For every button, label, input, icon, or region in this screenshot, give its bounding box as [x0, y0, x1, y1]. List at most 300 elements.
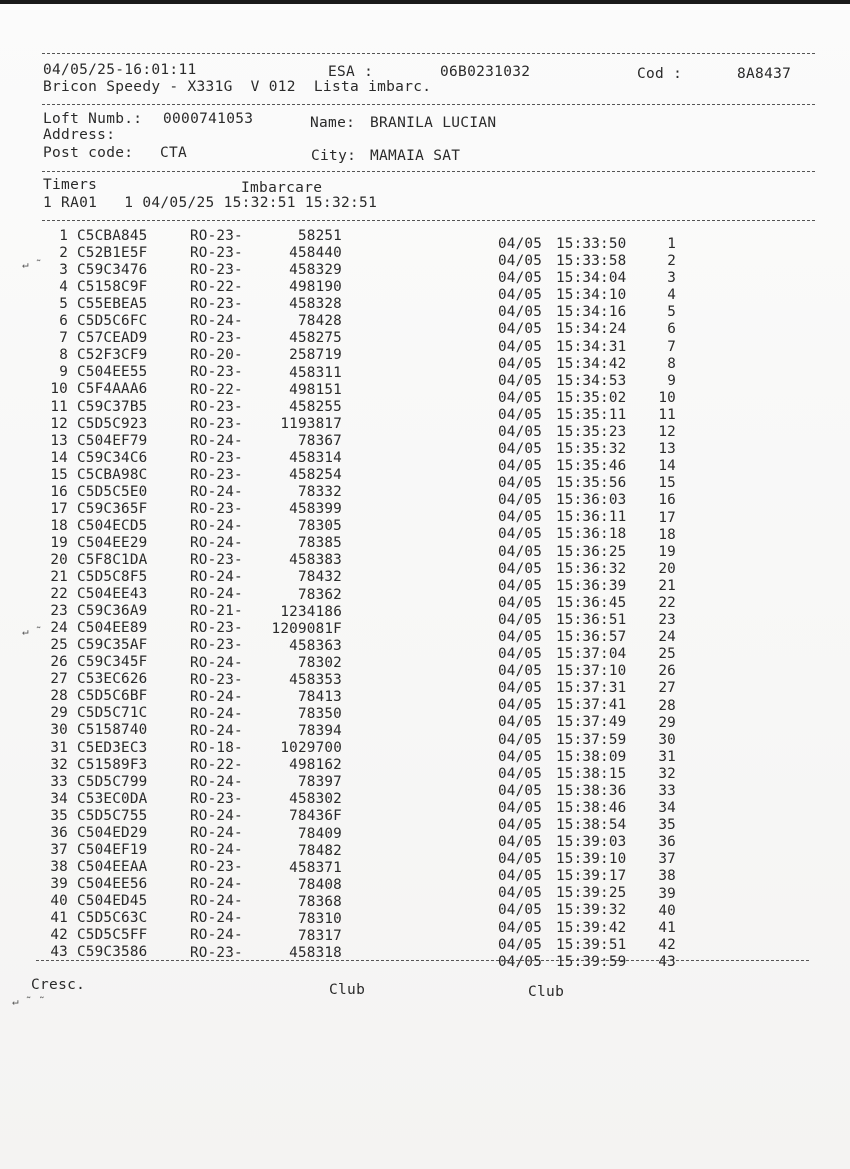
arrival-position: 2	[667, 253, 676, 270]
arrival-date: 04/05	[498, 389, 543, 406]
ring-chip-code: C5D5C5FF	[77, 927, 148, 944]
ring-chip-code: C5F4AAA6	[77, 381, 148, 398]
ring-prefix: RO-23-	[190, 552, 243, 569]
table-row	[0, 944, 850, 970]
row-index: 8	[59, 347, 68, 364]
arrival-date: 04/05	[498, 919, 543, 936]
row-index: 29	[50, 705, 68, 722]
ring-prefix: RO-24-	[190, 842, 243, 859]
row-index: 31	[50, 739, 68, 756]
arrival-time: 15:35:32	[556, 441, 627, 458]
arrival-date: 04/05	[498, 594, 543, 611]
arrival-position: 43	[658, 953, 676, 970]
scan-mark: ↵ ˜ ˜	[12, 995, 46, 1008]
ring-chip-code: C5D5C6FC	[77, 313, 148, 330]
ring-chip-code: C5ED3EC3	[77, 739, 148, 756]
arrival-position: 6	[667, 321, 676, 338]
arrival-time: 15:34:10	[556, 287, 627, 304]
arrival-position: 10	[658, 389, 676, 406]
arrival-date: 04/05	[498, 834, 543, 851]
row-index: 15	[50, 466, 68, 483]
table-row	[0, 228, 850, 252]
ring-chip-code: C5D5C8F5	[77, 569, 148, 585]
ring-prefix: RO-23-	[190, 415, 243, 432]
arrival-date: 04/05	[498, 355, 543, 372]
arrival-time: 15:34:24	[556, 321, 627, 338]
arrival-time: 15:34:04	[556, 270, 627, 287]
divider-top	[42, 53, 815, 54]
row-index: 11	[50, 398, 68, 415]
ring-prefix: RO-24-	[190, 808, 243, 825]
arrival-time: 15:37:04	[556, 646, 627, 663]
ring-number: 1193817	[280, 415, 342, 432]
row-index: 7	[59, 330, 68, 347]
arrival-time: 15:36:39	[556, 577, 627, 594]
arrival-position: 36	[658, 834, 676, 851]
arrival-date: 04/05	[498, 475, 543, 492]
row-index: 2	[59, 245, 68, 262]
arrival-date: 04/05	[498, 543, 543, 560]
row-index: 10	[50, 381, 68, 398]
row-index: 27	[50, 671, 68, 688]
arrival-date: 04/05	[498, 321, 543, 338]
arrival-position: 15	[658, 475, 676, 492]
arrival-time: 15:36:57	[556, 629, 627, 646]
arrival-date: 04/05	[498, 680, 543, 697]
ring-chip-code: C504EE89	[77, 620, 148, 637]
arrival-position: 20	[658, 560, 676, 577]
arrival-date: 04/05	[498, 697, 543, 714]
scan-mark: ↵ ˜	[22, 258, 42, 271]
arrival-position: 33	[658, 783, 676, 799]
ring-prefix: RO-24-	[190, 722, 243, 739]
arrival-time: 15:39:59	[556, 953, 627, 970]
arrival-date: 04/05	[498, 236, 543, 252]
ring-chip-code: C5158C9F	[77, 279, 148, 296]
arrival-position: 3	[667, 270, 676, 287]
arrival-time: 15:34:16	[556, 304, 627, 321]
arrival-time: 15:36:18	[556, 526, 627, 543]
ring-prefix: RO-23-	[190, 398, 243, 415]
table-row	[0, 586, 850, 611]
table-row	[0, 364, 850, 389]
ring-prefix: RO-24-	[190, 535, 243, 552]
ring-prefix: RO-24-	[190, 773, 243, 790]
arrival-position: 24	[658, 629, 676, 646]
table-row	[0, 296, 850, 321]
arrival-position: 12	[658, 424, 676, 441]
ring-number: 78332	[297, 484, 342, 501]
ring-number: 78408	[297, 876, 342, 893]
row-index: 23	[50, 603, 68, 620]
arrival-date: 04/05	[498, 253, 543, 270]
ring-chip-code: C5D5C755	[77, 807, 148, 824]
row-index: 6	[59, 313, 68, 330]
row-index: 22	[50, 586, 68, 603]
owner-name: BRANILA LUCIAN	[370, 115, 497, 131]
arrival-position: 22	[658, 594, 676, 611]
row-index: 13	[50, 432, 68, 449]
ring-chip-code: C59C365F	[77, 500, 148, 517]
ring-prefix: RO-24-	[190, 705, 243, 722]
arrival-time: 15:39:10	[556, 851, 627, 868]
ring-number: 458311	[289, 364, 342, 381]
arrival-time: 15:34:42	[556, 355, 627, 372]
table-row	[0, 279, 850, 304]
arrival-time: 15:36:51	[556, 611, 627, 628]
arrival-time: 15:38:36	[556, 782, 627, 799]
arrival-date: 04/05	[498, 560, 543, 577]
ring-prefix: RO-24-	[190, 910, 243, 927]
row-index: 12	[50, 415, 68, 432]
ring-number: 458314	[289, 449, 342, 466]
ring-chip-code: C504EE56	[77, 875, 148, 892]
ring-chip-code: C504EF19	[77, 841, 148, 858]
ring-prefix: RO-24-	[190, 518, 243, 535]
arrival-time: 15:36:11	[556, 509, 627, 526]
ring-number: 78368	[297, 893, 342, 910]
row-index: 25	[50, 637, 68, 654]
ring-chip-code: C5D5C923	[77, 415, 148, 432]
arrival-date: 04/05	[498, 748, 543, 765]
arrival-time: 15:39:17	[556, 868, 627, 885]
ring-chip-code: C504EEAA	[77, 858, 148, 875]
arrival-position: 7	[667, 338, 676, 355]
arrival-time: 15:35:02	[556, 389, 627, 406]
ring-chip-code: C52F3CF9	[77, 347, 148, 364]
arrival-date: 04/05	[498, 902, 543, 919]
arrival-time: 15:37:10	[556, 663, 627, 680]
arrival-date: 04/05	[498, 372, 543, 389]
ring-prefix: RO-23-	[190, 859, 243, 876]
ring-prefix: RO-23-	[190, 791, 243, 807]
arrival-position: 29	[658, 714, 676, 731]
arrival-time: 15:35:23	[556, 423, 627, 440]
ring-number: 78394	[297, 723, 342, 740]
arrival-position: 16	[658, 492, 676, 509]
arrival-time: 15:36:45	[556, 594, 627, 611]
ring-prefix: RO-23-	[190, 637, 243, 654]
ring-prefix: RO-24-	[190, 688, 243, 705]
loft-number: 0000741053	[163, 111, 254, 127]
ring-prefix: RO-23-	[190, 296, 243, 313]
postcode-value: CTA	[160, 145, 188, 161]
ring-number: 458353	[289, 671, 342, 688]
arrival-position: 14	[658, 458, 676, 475]
table-row	[0, 330, 850, 355]
row-index: 3	[59, 262, 68, 279]
arrival-time: 15:36:25	[556, 543, 627, 560]
ring-prefix: RO-23-	[190, 944, 243, 961]
row-index: 36	[50, 824, 68, 841]
arrival-time: 15:37:59	[556, 731, 627, 748]
ring-prefix: RO-24-	[190, 432, 243, 449]
arrival-date: 04/05	[498, 492, 543, 509]
ring-number: 498190	[289, 279, 342, 296]
print-datetime: 04/05/25-16:01:11	[43, 62, 197, 78]
arrival-date: 04/05	[498, 936, 543, 953]
ring-number: 458329	[289, 262, 342, 279]
ring-number: 78367	[297, 432, 342, 449]
arrival-time: 15:34:53	[556, 372, 627, 389]
arrival-position: 9	[667, 372, 676, 389]
cresc-label: Cresc.	[31, 977, 86, 993]
ring-chip-code: C504EE43	[77, 586, 148, 603]
row-index: 38	[50, 858, 68, 875]
ring-prefix: RO-23-	[190, 262, 243, 279]
ring-chip-code: C51589F3	[77, 756, 148, 773]
ring-number: 78350	[297, 706, 342, 722]
arrival-date: 04/05	[498, 270, 543, 287]
divider-header	[42, 104, 815, 105]
ring-chip-code: C5CBA98C	[77, 466, 148, 483]
address-label: Address:	[43, 127, 116, 143]
row-index: 33	[50, 773, 68, 790]
divider-owner	[42, 171, 815, 172]
ring-chip-code: C504ED29	[77, 824, 148, 841]
arrival-date: 04/05	[498, 526, 543, 543]
row-index: 40	[50, 892, 68, 909]
arrival-position: 17	[658, 509, 676, 526]
arrival-position: 32	[658, 765, 676, 782]
city-value: MAMAIA SAT	[370, 148, 461, 164]
row-index: 41	[50, 910, 68, 926]
arrival-date: 04/05	[498, 406, 543, 423]
row-index: 42	[50, 927, 68, 944]
arrival-date: 04/05	[498, 765, 543, 782]
ring-chip-code: C59C36A9	[77, 603, 148, 620]
ring-prefix: RO-24-	[190, 586, 243, 603]
timer-line: 1 RA01 1 04/05/25 15:32:51 15:32:51	[43, 195, 378, 211]
ring-chip-code: C5D5C799	[77, 773, 148, 790]
ring-number: 78310	[297, 910, 342, 927]
ring-prefix: RO-24-	[190, 927, 243, 944]
ring-prefix: RO-23-	[190, 466, 243, 483]
table-row	[0, 569, 850, 594]
arrival-position: 40	[658, 902, 676, 919]
ring-number: 58251	[297, 228, 342, 244]
arrival-position: 19	[658, 543, 676, 560]
arrival-position: 30	[658, 731, 676, 748]
ring-prefix: RO-23-	[190, 330, 243, 347]
ring-number: 458440	[289, 245, 342, 262]
ring-chip-code: C57CEAD9	[77, 330, 148, 347]
row-index: 5	[59, 296, 68, 313]
arrival-position: 37	[658, 851, 676, 868]
imbarcare-label: Imbarcare	[241, 180, 323, 196]
scan-mark: ↵ ˜	[22, 625, 42, 638]
ring-number: 78317	[297, 927, 342, 944]
arrival-time: 15:39:51	[556, 936, 627, 953]
row-index: 37	[50, 841, 68, 858]
arrival-date: 04/05	[498, 714, 543, 731]
row-index: 34	[50, 790, 68, 807]
arrival-time: 15:39:42	[556, 919, 627, 936]
timers-label: Timers	[43, 177, 98, 193]
device-line: Bricon Speedy - X331G V 012 Lista imbarc.	[43, 79, 432, 95]
ring-number: 458328	[289, 296, 342, 313]
row-index: 30	[50, 722, 68, 739]
arrival-position: 39	[658, 885, 676, 902]
arrival-date: 04/05	[498, 851, 543, 868]
arrival-time: 15:39:03	[556, 834, 627, 851]
arrival-time: 15:38:46	[556, 799, 627, 816]
arrival-date: 04/05	[498, 458, 543, 475]
ring-number: 1234186	[280, 603, 342, 620]
ring-number: 1209081F	[271, 620, 342, 637]
arrival-time: 15:39:25	[556, 885, 627, 902]
ring-chip-code: C504EF79	[77, 432, 148, 449]
row-index: 26	[50, 654, 68, 671]
ring-number: 498162	[289, 757, 342, 774]
ring-chip-code: C5158740	[77, 722, 148, 739]
arrival-date: 04/05	[498, 663, 543, 680]
arrival-date: 04/05	[498, 629, 543, 646]
row-index: 16	[50, 483, 68, 500]
ring-chip-code: C52B1E5F	[77, 245, 148, 262]
postcode-label: Post code:	[43, 145, 134, 161]
ring-chip-code: C59C37B5	[77, 398, 148, 415]
arrival-time: 15:35:46	[556, 458, 627, 475]
ring-number: 458318	[289, 945, 342, 962]
ring-number: 458275	[289, 330, 342, 347]
ring-prefix: RO-24-	[190, 893, 243, 910]
arrival-time: 15:36:32	[556, 560, 627, 577]
city-label: City:	[311, 148, 357, 164]
ring-number: 498151	[289, 381, 342, 398]
divider-bottom	[36, 960, 809, 961]
ring-number: 458254	[289, 466, 342, 483]
arrival-date: 04/05	[498, 423, 543, 440]
ring-chip-code: C504ECD5	[77, 517, 148, 534]
row-index: 43	[50, 944, 68, 961]
ring-chip-code: C504ED45	[77, 892, 148, 909]
ring-prefix: RO-23-	[190, 620, 243, 637]
row-index: 35	[50, 807, 68, 824]
ring-prefix: RO-20-	[190, 347, 243, 364]
ring-number: 78432	[297, 569, 342, 586]
arrival-position: 11	[658, 406, 676, 423]
ring-chip-code: C5D5C63C	[77, 910, 148, 926]
arrival-date: 04/05	[498, 338, 543, 355]
ring-prefix: RO-22-	[190, 756, 243, 773]
ring-chip-code: C504EE29	[77, 534, 148, 551]
arrival-date: 04/05	[498, 577, 543, 594]
scan-top-edge	[0, 0, 850, 4]
ring-number: 78482	[297, 842, 342, 859]
ring-number: 458383	[289, 552, 342, 569]
row-index: 39	[50, 875, 68, 892]
arrival-time: 15:33:50	[556, 236, 627, 252]
ring-chip-code: C5D5C5E0	[77, 483, 148, 500]
ring-chip-code: C59C3586	[77, 944, 148, 961]
arrival-time: 15:37:49	[556, 714, 627, 731]
ring-number: 78397	[297, 774, 342, 791]
ring-prefix: RO-23-	[190, 245, 243, 262]
ring-chip-code: C59C345F	[77, 654, 148, 671]
arrival-position: 18	[658, 526, 676, 543]
row-index: 21	[50, 569, 68, 585]
loft-label: Loft Numb.:	[43, 111, 143, 127]
arrival-position: 27	[658, 680, 676, 697]
arrival-date: 04/05	[498, 509, 543, 526]
ring-prefix: RO-24-	[190, 313, 243, 330]
ring-number: 458371	[289, 859, 342, 876]
ring-number: 78302	[297, 654, 342, 671]
arrival-time: 15:35:56	[556, 475, 627, 492]
ring-prefix: RO-18-	[190, 739, 243, 756]
cod-value: 8A8437	[737, 66, 792, 82]
arrival-time: 15:34:31	[556, 338, 627, 355]
arrival-position: 42	[658, 936, 676, 953]
arrival-position: 38	[658, 868, 676, 885]
ring-chip-code: C5F8C1DA	[77, 551, 148, 568]
arrival-time: 15:38:54	[556, 816, 627, 833]
ring-number: 458302	[289, 791, 342, 808]
ring-prefix: RO-23-	[190, 500, 243, 517]
arrival-date: 04/05	[498, 287, 543, 304]
ring-number: 78385	[297, 535, 342, 552]
arrival-date: 04/05	[498, 441, 543, 458]
ring-prefix: RO-23-	[190, 449, 243, 466]
ring-prefix: RO-22-	[190, 279, 243, 296]
row-index: 1	[59, 228, 68, 244]
arrival-date: 04/05	[498, 646, 543, 663]
arrival-position: 41	[658, 919, 676, 936]
arrival-position: 21	[658, 577, 676, 594]
ring-chip-code: C53EC0DA	[77, 790, 148, 807]
arrival-position: 28	[658, 697, 676, 714]
row-index: 28	[50, 688, 68, 705]
club-label-2: Club	[528, 984, 565, 1000]
arrival-date: 04/05	[498, 885, 543, 902]
ring-prefix: RO-23-	[190, 228, 243, 244]
ring-number: 1029700	[280, 740, 342, 757]
row-index: 4	[59, 279, 68, 296]
arrival-position: 4	[667, 287, 676, 304]
esa-value: 06B0231032	[440, 64, 531, 80]
ring-prefix: RO-24-	[190, 569, 243, 586]
arrival-position: 1	[667, 236, 676, 252]
ring-prefix: RO-21-	[190, 603, 243, 620]
row-index: 9	[59, 364, 68, 381]
arrival-date: 04/05	[498, 304, 543, 321]
ring-number: 78413	[297, 688, 342, 705]
ring-prefix: RO-24-	[190, 876, 243, 893]
ring-prefix: RO-23-	[190, 364, 243, 381]
ring-number: 78428	[297, 313, 342, 330]
arrival-date: 04/05	[498, 953, 543, 970]
arrival-date: 04/05	[498, 816, 543, 833]
ring-prefix: RO-22-	[190, 381, 243, 398]
row-index: 20	[50, 551, 68, 568]
arrival-date: 04/05	[498, 868, 543, 885]
arrival-position: 31	[658, 748, 676, 765]
arrival-position: 13	[658, 441, 676, 458]
arrival-position: 26	[658, 663, 676, 680]
ring-number: 78409	[297, 825, 342, 842]
ring-prefix: RO-24-	[190, 825, 243, 842]
divider-timers	[42, 220, 815, 221]
arrival-time: 15:38:09	[556, 748, 627, 765]
ring-chip-code: C5D5C71C	[77, 705, 148, 722]
ring-chip-code: C504EE55	[77, 364, 148, 381]
ring-number: 78362	[297, 586, 342, 603]
arrival-position: 34	[658, 800, 676, 817]
ring-chip-code: C55EBEA5	[77, 296, 148, 313]
table-row	[0, 347, 850, 372]
table-row	[0, 398, 850, 423]
